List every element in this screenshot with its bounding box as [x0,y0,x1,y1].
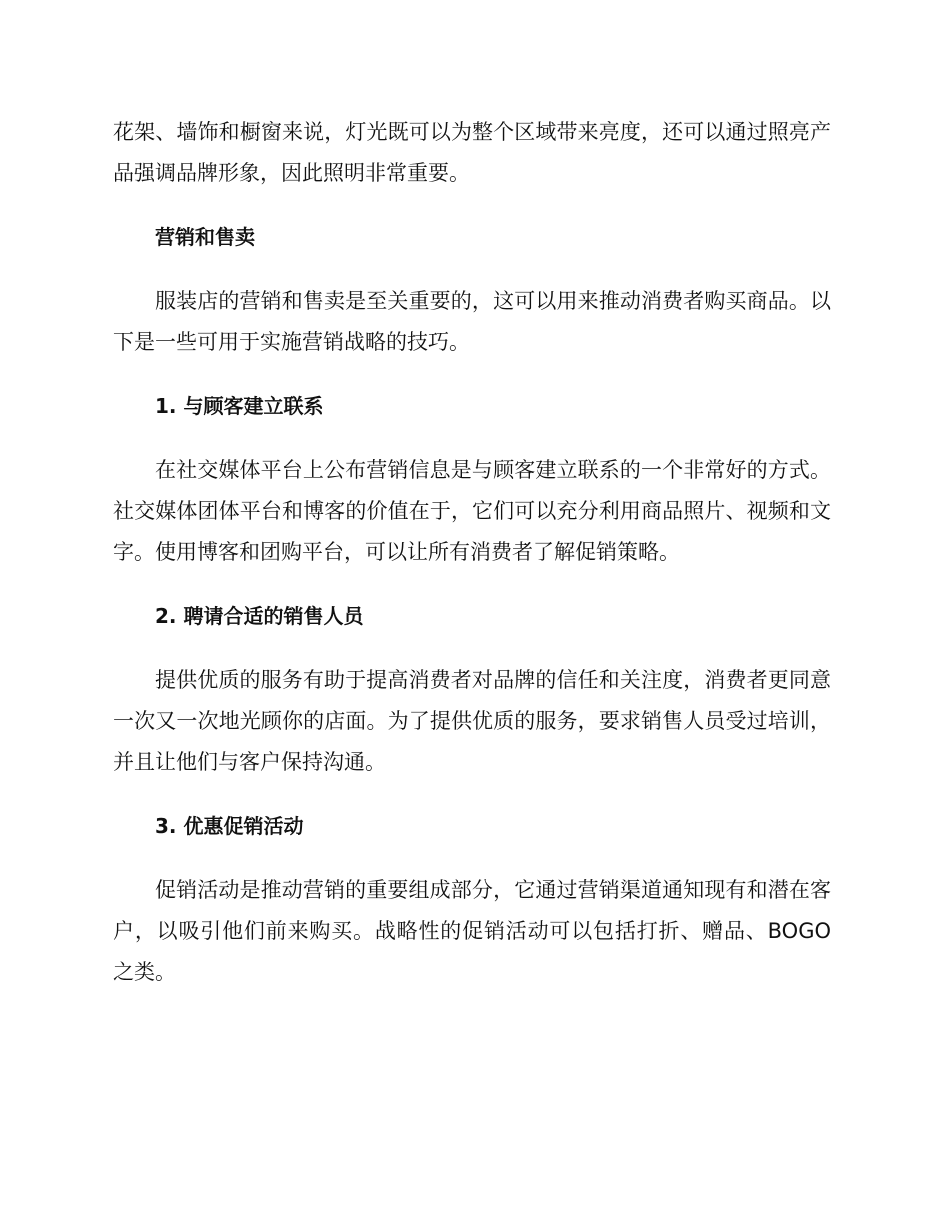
paragraph-quality-service: 提供优质的服务有助于提高消费者对品牌的信任和关注度，消费者更同意一次又一次地光顾你的店面。为了提供优质的服务，要求销售人员受过培训，并且让他们与客户保持沟通。 [113,668,831,774]
paragraph-promotions: 促销活动是推动营销的重要组成部分，它通过营销渠道通知现有和潜在客户，以吸引他们前来购买。战略性的促销活动可以包括打折、赠品、BOGO 之类。 [113,878,831,984]
heading-promotions: 3. 优惠促销活动 [155,814,304,838]
paragraph-lighting: 花架、墙饰和橱窗来说，灯光既可以为整个区域带来亮度，还可以通过照亮产品强调品牌形象，因此照明非常重要。 [113,120,831,185]
paragraph-marketing-intro: 服装店的营销和售卖是至关重要的，这可以用来推动消费者购买商品。以下是一些可用于实施营销战略的技巧。 [113,289,831,354]
document-body [113,112,831,1016]
paragraph-social-media: 在社交媒体平台上公布营销信息是与顾客建立联系的一个非常好的方式。社交媒体团体平台和博客的价值在于，它们可以充分利用商品照片、视频和文字。使用博客和团购平台，可以让所有消费者了解促销策略。 [113,458,831,564]
heading-marketing-and-sales: 营销和售卖 [155,225,255,249]
heading-hire-sales-staff: 2. 聘请合适的销售人员 [155,604,364,628]
heading-connect-customers: 1. 与顾客建立联系 [155,394,324,418]
